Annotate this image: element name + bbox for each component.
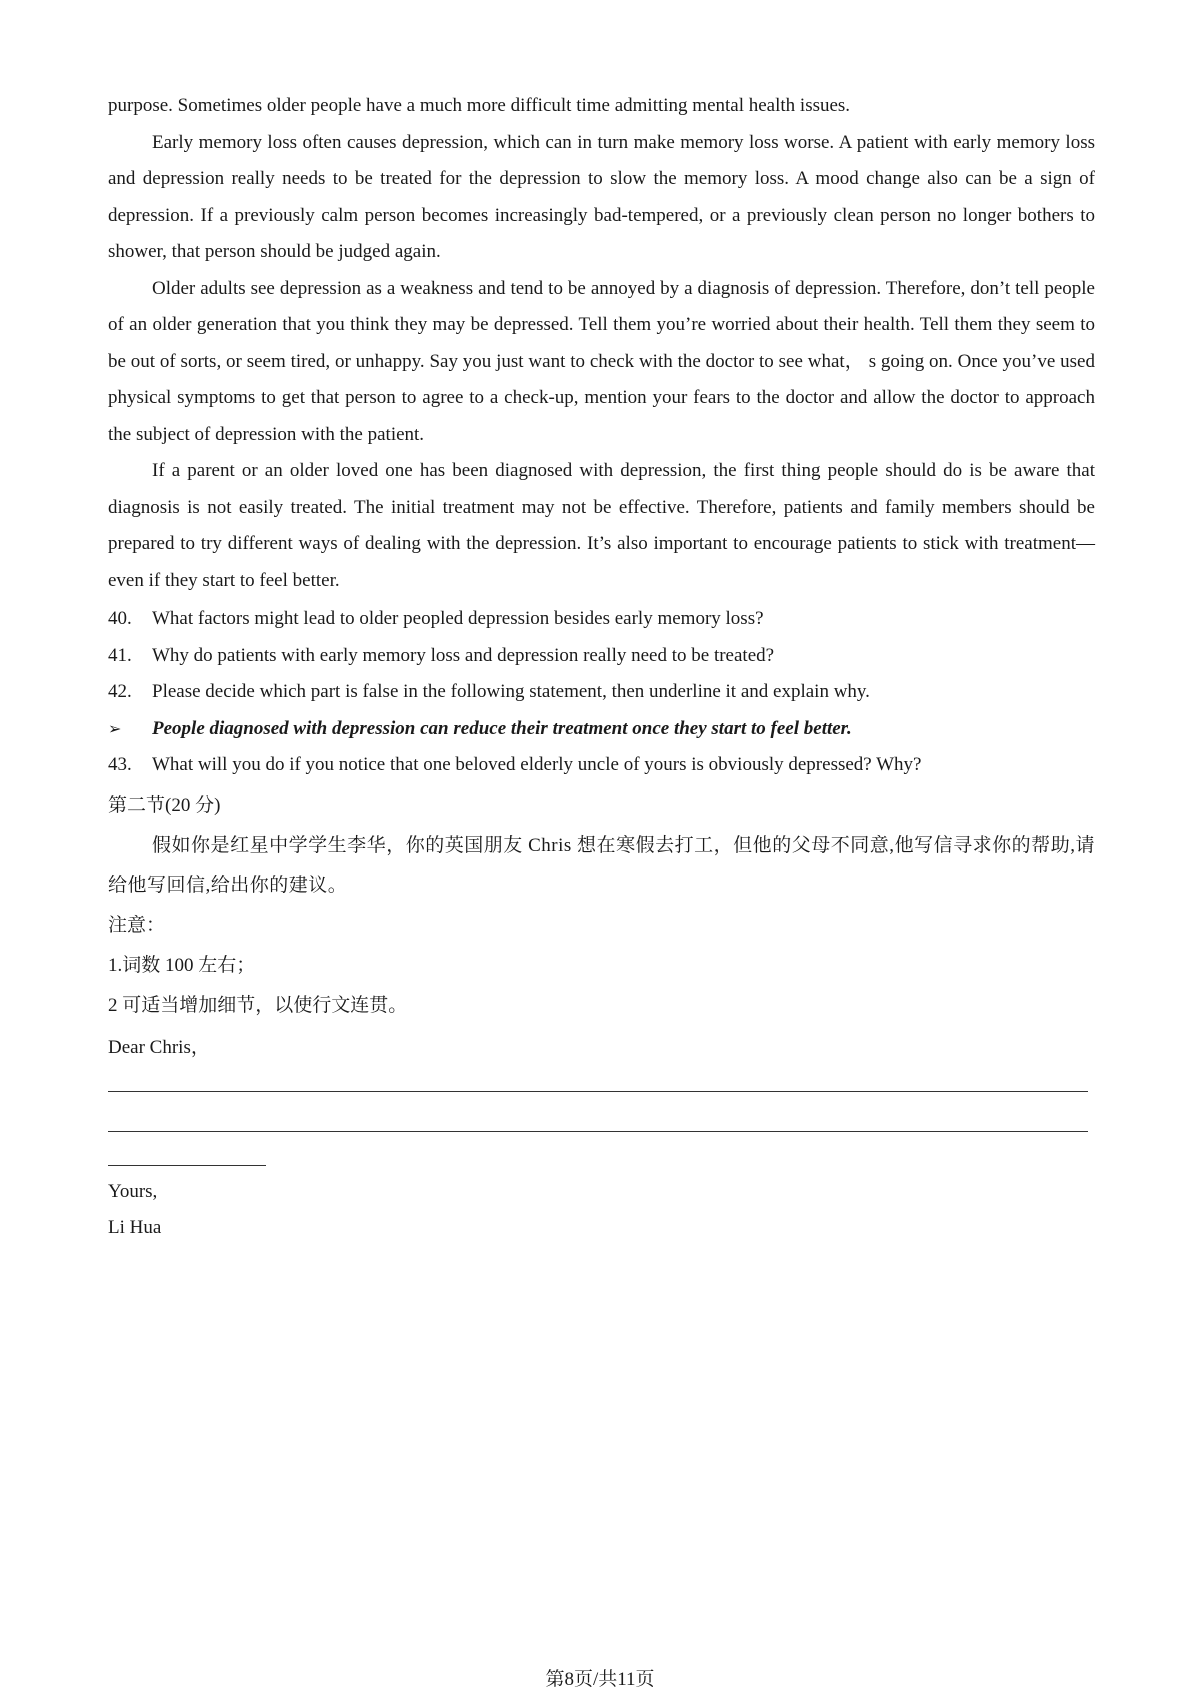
- passage-paragraph-1: Early memory loss often causes depression, which can in turn make memory loss worse. A patient with early memory loss and depression really needs to be treated for the depression to slow the memory loss. A mood change also can be a sign of depression. If a previously calm person becomes increasingly bad-tempered, or a previously clean person no longer bothers to shower, that person should be judged again.: [108, 131, 1095, 262]
- page-number: 第8页/共11页: [545, 1669, 655, 1690]
- question-number: 43.: [108, 754, 132, 775]
- question-text: Please decide which part is false in the following statement, then underline it and explain why.: [152, 681, 870, 702]
- question-40: [108, 601, 1095, 638]
- passage-paragraph-3: If a parent or an older loved one has been diagnosed with depression, the first thing people should do is be aware that diagnosis is not easily treated. The initial treatment may not be effective. Therefore, patients and family members should be prepared to try different ways of dealing with the depression. It’s also important to encourage patients to stick with treatment—even if they start to feel better.: [108, 460, 1095, 591]
- writing-prompt: 假如你是红星中学学生李华，你的英国朋友 Chris 想在寒假去打工，但他的父母不同意,他写信寻求你的帮助,请给他写回信,给出你的建议。: [108, 834, 1095, 896]
- question-list: [108, 601, 1095, 784]
- statement-item: [108, 711, 1095, 748]
- question-42: [108, 674, 1095, 711]
- answer-line-short[interactable]: [108, 1164, 266, 1166]
- letter-closing: Yours,: [108, 1180, 158, 1202]
- page-content: [108, 88, 1095, 1246]
- question-41: [108, 638, 1095, 675]
- question-number: 41.: [108, 644, 132, 666]
- question-number: 42.: [108, 681, 132, 702]
- question-text: Why do patients with early memory loss and depression really need to be treated?: [152, 644, 775, 666]
- passage-paragraph-2: Older adults see depression as a weakness and tend to be annoyed by a diagnosis of depression. Therefore, don’t tell people of an older generation that you think they may be depressed. Tell them you’re worried about their health. Tell them they seem to be out of sorts, or seem tired, or unhappy. Say you just want to check with the doctor to see what， s going on. Once you’ve used physical symptoms to get that person to agree to a check-up, mention your fears to the doctor and allow the doctor to approach the subject of depression with the patient.: [108, 277, 1095, 445]
- question-43: [108, 747, 1095, 784]
- answer-line[interactable]: [108, 1090, 1088, 1092]
- note-item-1: 1.词数 100 左右；: [108, 954, 256, 976]
- passage-paragraph-0: purpose. Sometimes older people have a much more difficult time admitting mental health issues.: [108, 95, 851, 116]
- arrow-bullet-icon: ➢: [108, 718, 122, 738]
- answer-line[interactable]: [108, 1130, 1088, 1132]
- statement-text: People diagnosed with depression can reduce their treatment once they start to feel better.: [152, 717, 852, 739]
- section-title: 第二节(20 分): [108, 794, 221, 816]
- note-item-2: 2 可适当增加细节，以使行文连贯。: [108, 994, 408, 1016]
- question-number: 40.: [108, 608, 132, 629]
- question-text: What factors might lead to older peopled depression besides early memory loss?: [152, 608, 764, 629]
- note-label: 注意：: [108, 914, 166, 936]
- letter-salutation: Dear Chris，: [108, 1036, 210, 1058]
- question-text: What will you do if you notice that one beloved elderly uncle of yours is obviously depressed? Why?: [152, 754, 922, 775]
- letter-signature: Li Hua: [108, 1216, 162, 1238]
